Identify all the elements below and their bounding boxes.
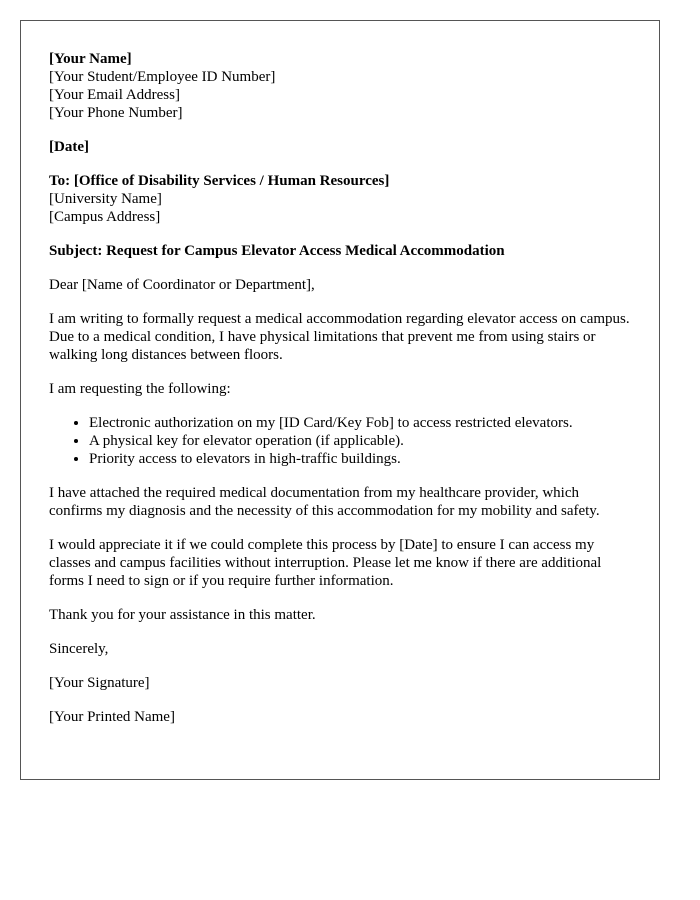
subject-line: Subject: Request for Campus Elevator Access Medical Accommodation: [49, 243, 505, 259]
sign-off: Sincerely,: [49, 641, 109, 657]
body-intro-paragraph: I am writing to formally request a medical accommodation regarding elevator access on campus. Due to a medical condition, I have physical limitations that prevent me from using stairs or walking long distances between floors.: [49, 311, 630, 363]
documentation-paragraph: I have attached the required medical documentation from my healthcare provider, which confirms my diagnosis and the necessity of this accommodation for my mobility and safety.: [49, 485, 600, 519]
signature-line: [Your Signature]: [49, 675, 150, 691]
printed-name-line: [Your Printed Name]: [49, 709, 175, 725]
timeline-paragraph: I would appreciate it if we could complete this process by [Date] to ensure I can access my classes and campus facilities without interruption. Please let me know if there are additional forms I need to sign or if you require further information.: [49, 537, 602, 589]
list-item: • Priority access to elevators in high-traffic buildings.: [89, 450, 631, 468]
letter-date: [Date]: [49, 139, 89, 155]
sender-name: [Your Name]: [49, 51, 132, 67]
recipient-university: [University Name]: [49, 191, 162, 207]
sender-email: [Your Email Address]: [49, 87, 180, 103]
request-intro: I am requesting the following:: [49, 381, 231, 397]
list-item: • Electronic authorization on my [ID Card/Key Fob] to access restricted elevators.: [89, 414, 631, 432]
list-item: • A physical key for elevator operation (if applicable).: [89, 432, 631, 450]
recipient-to-line: To: [Office of Disability Services / Human Resources]: [49, 173, 390, 189]
salutation: Dear [Name of Coordinator or Department],: [49, 277, 315, 293]
recipient-block: [49, 172, 631, 226]
sender-block: [49, 50, 631, 122]
date-block: [49, 138, 631, 156]
recipient-address: [Campus Address]: [49, 209, 161, 225]
request-list: [49, 414, 631, 468]
sender-phone: [Your Phone Number]: [49, 105, 183, 121]
sender-id-number: [Your Student/Employee ID Number]: [49, 69, 276, 85]
thanks-paragraph: Thank you for your assistance in this matter.: [49, 607, 316, 623]
letter-page: [20, 20, 660, 780]
